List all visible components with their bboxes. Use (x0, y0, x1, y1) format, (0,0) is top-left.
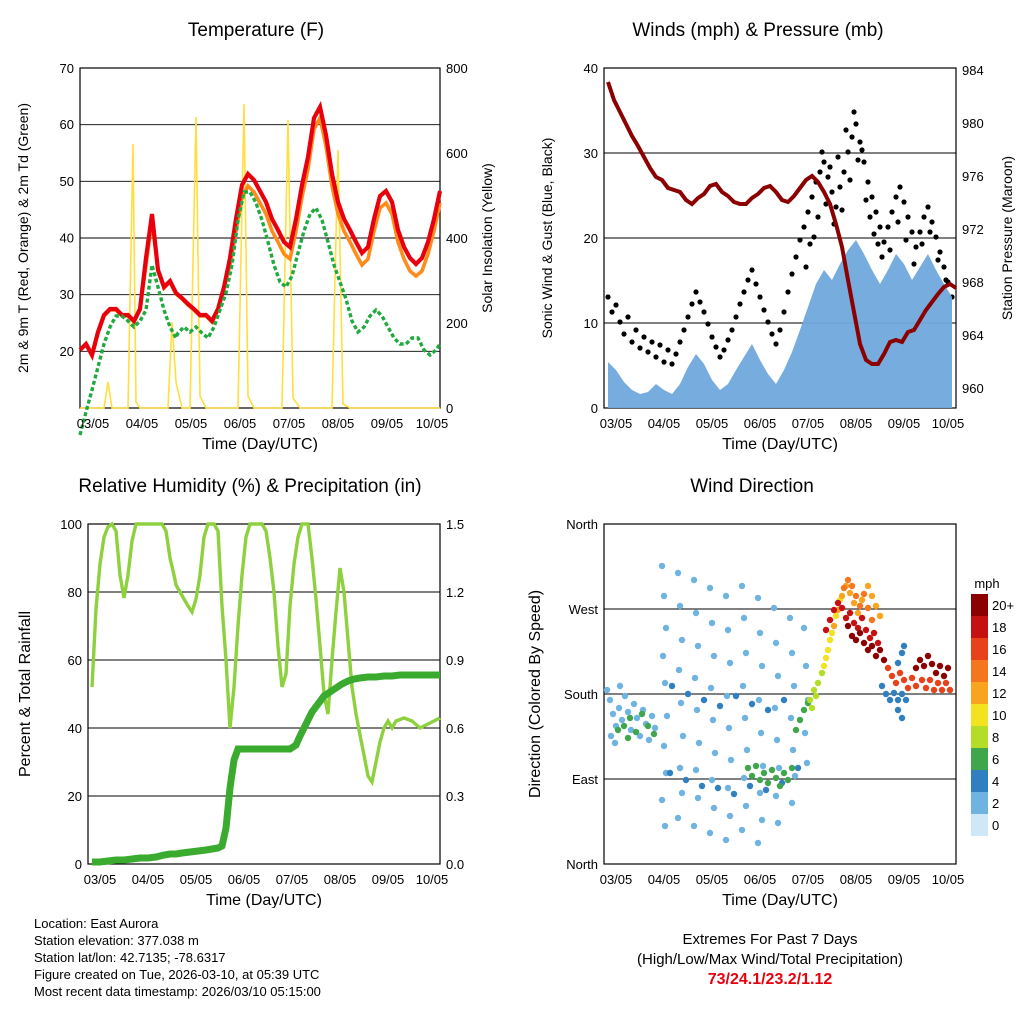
winds-pressure-chart (512, 12, 1024, 452)
temperature-chart (0, 12, 512, 452)
x-axis-label: Time (Day/UTC) (202, 436, 318, 452)
svg-text:80: 80 (67, 585, 82, 600)
svg-text:600: 600 (446, 146, 468, 161)
svg-text:0.9: 0.9 (446, 653, 465, 668)
svg-text:04/05: 04/05 (131, 872, 165, 887)
svg-text:07/05: 07/05 (272, 416, 306, 431)
svg-text:07/05: 07/05 (275, 872, 309, 887)
svg-text:70: 70 (59, 61, 74, 76)
svg-text:0.0: 0.0 (446, 857, 465, 872)
legend-swatch (971, 770, 988, 792)
legend-swatch (971, 748, 988, 770)
svg-text:984: 984 (962, 63, 984, 78)
svg-text:05/05: 05/05 (695, 872, 729, 887)
svg-text:07/05: 07/05 (791, 872, 825, 887)
svg-text:18: 18 (992, 620, 1007, 635)
metadata-latlon: Station lat/lon: 42.7135; -78.6317 (34, 950, 226, 965)
svg-text:980: 980 (962, 116, 984, 131)
svg-text:50: 50 (59, 174, 74, 189)
svg-text:1.5: 1.5 (446, 517, 465, 532)
metadata-location: Location: East Aurora (34, 916, 159, 931)
svg-text:0: 0 (590, 401, 598, 416)
svg-text:8: 8 (992, 730, 1000, 745)
y-axis-right-label: Station Pressure (Maroon) (999, 155, 1015, 321)
legend-swatch (971, 814, 988, 836)
wind-speed-legend (971, 576, 1014, 836)
chart-title: Winds (mph) & Pressure (mb) (632, 20, 884, 41)
svg-text:09/05: 09/05 (887, 416, 921, 431)
panel-temperature (0, 12, 512, 452)
svg-text:1.2: 1.2 (446, 585, 465, 600)
svg-text:06/05: 06/05 (743, 872, 777, 887)
svg-text:0: 0 (446, 401, 454, 416)
svg-text:08/05: 08/05 (321, 416, 355, 431)
svg-text:04/05: 04/05 (647, 416, 681, 431)
panel-wind-direction (512, 468, 1024, 908)
svg-text:East: East (571, 772, 598, 787)
legend-swatch (971, 704, 988, 726)
svg-text:08/05: 08/05 (323, 872, 357, 887)
svg-text:16: 16 (992, 642, 1007, 657)
svg-text:09/05: 09/05 (371, 872, 405, 887)
y-axis-left-ticks (564, 517, 598, 872)
extremes-values: 73/24.1/23.2/1.12 (707, 971, 833, 988)
svg-text:03/05: 03/05 (599, 416, 633, 431)
svg-text:09/05: 09/05 (370, 416, 404, 431)
extremes-summary (560, 930, 980, 990)
svg-text:60: 60 (59, 117, 74, 132)
svg-text:05/05: 05/05 (695, 416, 729, 431)
svg-text:40: 40 (59, 230, 74, 246)
svg-text:03/05: 03/05 (76, 416, 110, 431)
chart-title: Relative Humidity (%) & Precipitation (in) (78, 476, 422, 497)
panel-winds-pressure (512, 12, 1024, 452)
svg-text:08/05: 08/05 (839, 872, 873, 887)
metadata-figure-created: Figure created on Tue, 2026-03-10, at 05:39 UTC (34, 967, 320, 982)
extremes-heading: Extremes For Past 7 Days (682, 931, 858, 948)
metadata-elevation: Station elevation: 377.038 m (34, 933, 199, 948)
station-metadata (34, 915, 504, 1000)
svg-text:0: 0 (992, 818, 1000, 833)
svg-text:06/05: 06/05 (743, 416, 777, 431)
svg-text:South: South (564, 687, 598, 702)
svg-text:20: 20 (67, 789, 82, 804)
svg-text:10: 10 (583, 316, 598, 331)
x-axis-ticks (600, 872, 965, 887)
svg-text:976: 976 (962, 169, 984, 184)
humidity-precip-chart (0, 468, 512, 908)
y-axis-left-ticks (60, 517, 82, 872)
svg-text:400: 400 (446, 231, 468, 246)
y-axis-left-label: Direction (Colored By Speed) (527, 589, 544, 799)
legend-swatch (971, 726, 988, 748)
svg-text:10: 10 (992, 708, 1007, 723)
plot-frame (88, 524, 440, 864)
svg-text:968: 968 (962, 275, 984, 290)
svg-text:30: 30 (59, 287, 74, 302)
x-axis-ticks (600, 416, 965, 431)
y-axis-right-ticks (446, 517, 464, 872)
svg-text:05/05: 05/05 (174, 416, 208, 431)
svg-text:03/05: 03/05 (83, 872, 117, 887)
legend-swatch (971, 638, 988, 660)
svg-text:0.6: 0.6 (446, 721, 465, 736)
legend-swatch (971, 594, 988, 616)
svg-text:964: 964 (962, 328, 984, 343)
svg-text:10/05: 10/05 (415, 872, 449, 887)
svg-text:07/05: 07/05 (791, 416, 825, 431)
svg-text:0.3: 0.3 (446, 789, 465, 804)
svg-text:800: 800 (446, 61, 468, 76)
svg-text:04/05: 04/05 (647, 872, 681, 887)
svg-text:0: 0 (74, 857, 82, 872)
legend-swatch (971, 660, 988, 682)
legend-title: mph (974, 576, 1000, 591)
y-axis-left-ticks (584, 61, 598, 416)
svg-text:40: 40 (67, 721, 82, 736)
svg-text:10/05: 10/05 (931, 872, 965, 887)
svg-text:20: 20 (583, 231, 598, 246)
y-axis-left-label: Sonic Wind & Gust (Blue, Black) (539, 137, 555, 339)
chart-title: Temperature (F) (187, 20, 325, 41)
svg-text:100: 100 (60, 517, 82, 532)
svg-text:14: 14 (992, 664, 1007, 679)
svg-text:200: 200 (446, 316, 468, 331)
svg-text:03/05: 03/05 (599, 872, 633, 887)
svg-text:10/05: 10/05 (931, 416, 965, 431)
legend-labels (992, 598, 1014, 833)
legend-swatch (971, 792, 988, 814)
chart-title: Wind Direction (690, 476, 814, 497)
x-axis-label: Time (Day/UTC) (722, 892, 838, 908)
svg-text:12: 12 (992, 686, 1007, 701)
svg-text:10/05: 10/05 (415, 416, 449, 431)
svg-text:30: 30 (583, 146, 598, 161)
svg-text:20: 20 (59, 344, 74, 359)
legend-swatch (971, 616, 988, 638)
panel-humidity-precipitation (0, 468, 512, 908)
x-axis-ticks (84, 872, 449, 887)
wind-direction-chart (512, 468, 1024, 908)
svg-text:05/05: 05/05 (179, 872, 213, 887)
x-axis-label: Time (Day/UTC) (206, 892, 322, 908)
svg-text:06/05: 06/05 (223, 416, 257, 431)
svg-text:972: 972 (962, 222, 984, 237)
svg-text:6: 6 (992, 752, 1000, 767)
svg-text:06/05: 06/05 (227, 872, 261, 887)
legend-swatch (971, 682, 988, 704)
y-axis-left-label: Percent & Total Rainfall (17, 610, 34, 778)
y-axis-right-ticks (962, 63, 984, 396)
x-axis-label: Time (Day/UTC) (722, 436, 838, 452)
svg-text:08/05: 08/05 (839, 416, 873, 431)
y-axis-left-ticks (60, 61, 74, 359)
svg-text:West: West (568, 602, 598, 617)
svg-text:North: North (566, 517, 598, 532)
svg-text:04/05: 04/05 (125, 416, 159, 431)
metadata-recent-timestamp: Most recent data timestamp: 2026/03/10 05:15:00 (34, 984, 321, 999)
y-axis-right-ticks (446, 61, 468, 416)
svg-text:60: 60 (67, 653, 82, 668)
svg-text:4: 4 (992, 774, 1000, 789)
svg-text:North: North (566, 857, 598, 872)
svg-text:960: 960 (962, 381, 984, 396)
svg-text:2: 2 (992, 796, 1000, 811)
y-axis-right-label: Solar Insolation (Yellow) (479, 163, 495, 313)
y-axis-left-label: 2m & 9m T (Red, Orange) & 2m Td (Green) (15, 103, 31, 373)
extremes-subheading: (High/Low/Max Wind/Total Precipitation) (637, 951, 903, 968)
x-axis-ticks (77, 416, 449, 431)
svg-text:40: 40 (583, 61, 598, 76)
svg-text:20+: 20+ (992, 598, 1015, 613)
svg-text:09/05: 09/05 (887, 872, 921, 887)
